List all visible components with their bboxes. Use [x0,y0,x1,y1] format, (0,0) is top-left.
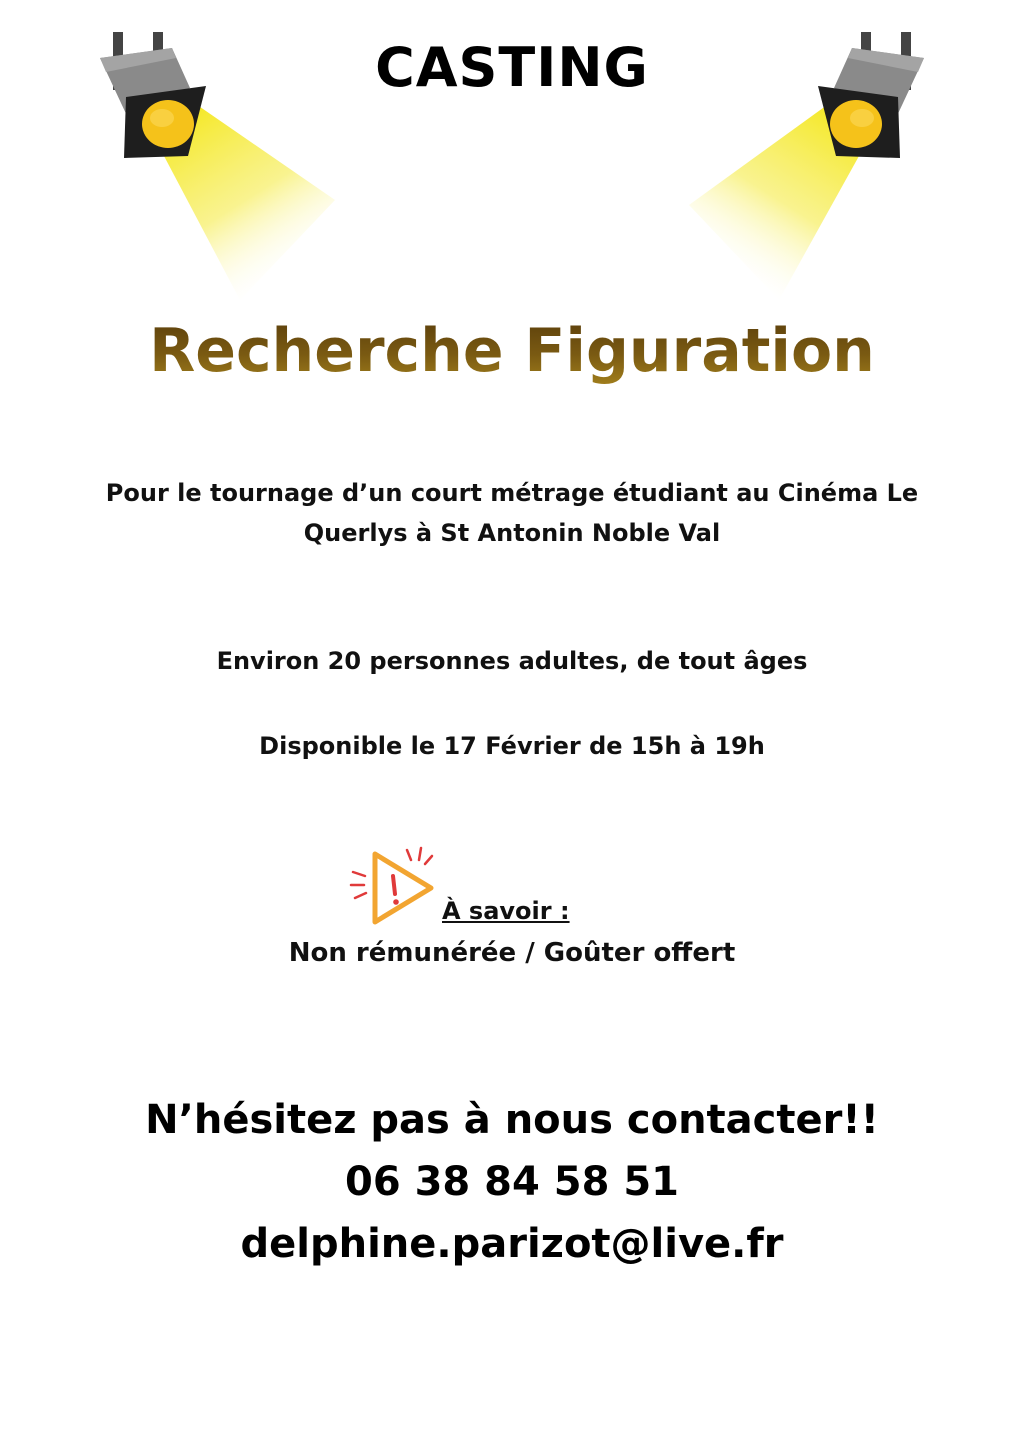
availability-text: Disponible le 17 Février de 15h à 19h [259,732,765,760]
intro-text [0,473,1024,553]
a-savoir-value: Non rémunérée / Goûter offert [288,938,736,968]
intro-line-2: Querlys à St Antonin Noble Val [303,519,721,547]
contact-heading: N’hésitez pas à nous contacter!! [145,1097,879,1143]
intro-line-1: Pour le tournage d’un court métrage étudiant au Cinéma Le [105,479,919,507]
recherche-figuration-headline: Recherche Figuration [0,316,1024,386]
a-savoir-label: À savoir : [442,897,570,925]
contact-email[interactable]: delphine.parizot@live.fr [240,1221,784,1267]
contact-phone[interactable]: 06 38 84 58 51 [344,1159,680,1205]
warning-icon [345,836,445,936]
people-needed-text: Environ 20 personnes adultes, de tout âges [216,647,808,675]
casting-title: CASTING [375,36,649,99]
